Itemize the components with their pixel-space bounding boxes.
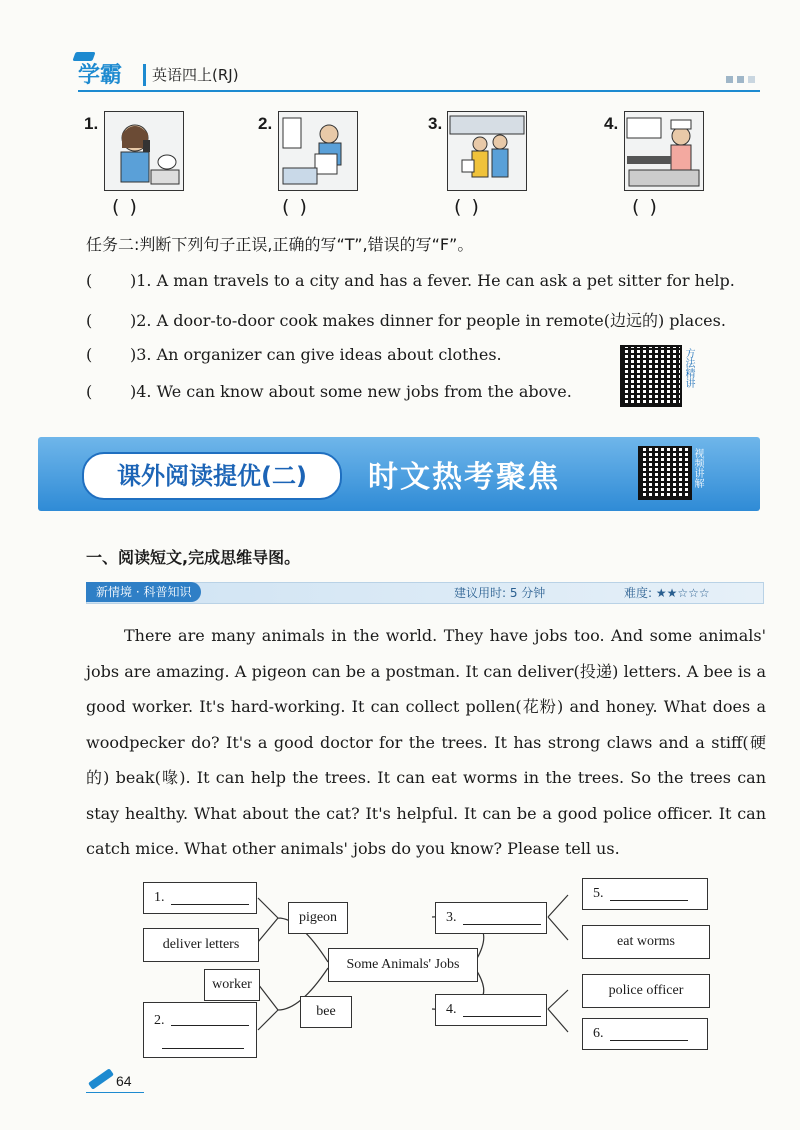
answer-line [171, 892, 249, 905]
answer-line [171, 1013, 249, 1026]
blank-number: 2. [154, 1013, 165, 1028]
blank-number: 3. [446, 910, 457, 925]
difficulty-rating: 难度: ★★☆☆☆ [624, 586, 710, 600]
mindmap-police: police officer [582, 974, 710, 1008]
footer-rule [86, 1092, 144, 1093]
mindmap-blank-3[interactable] [435, 902, 547, 934]
answer-line [162, 1048, 244, 1049]
banner-right-title: 时文热考聚焦 [368, 460, 560, 495]
picture-number: 2. [258, 114, 273, 133]
mindmap-blank-2[interactable] [143, 1002, 257, 1058]
answer-blank[interactable]: ( ) [112, 196, 139, 218]
answer-blank[interactable]: ( ) [454, 196, 481, 218]
blank-number: 1. [154, 890, 165, 905]
mindmap-eat-worms: eat worms [582, 925, 710, 959]
mindmap-deliver: deliver letters [143, 928, 259, 962]
answer-line [463, 912, 541, 925]
picture-number: 1. [84, 114, 99, 133]
context-tag: 新情境 · 科普知识 [86, 582, 201, 602]
answer-paren: ( [86, 311, 93, 330]
section-title: 一、阅读短文,完成思维导图。 [86, 548, 301, 567]
question-text: )1. A man travels to a city and has a fever. He can ask a pet sitter for help. [130, 271, 735, 290]
mindmap-worker: worker [204, 969, 260, 1001]
suggested-time: 建议用时: 5 分钟 [454, 586, 546, 600]
answer-line [463, 1004, 541, 1017]
question-text: )4. We can know about some new jobs from the above. [130, 382, 572, 401]
mindmap-blank-4[interactable] [435, 994, 547, 1026]
answer-paren: ( [86, 345, 93, 364]
answer-paren: ( [86, 271, 93, 290]
qr-label: 方法精讲 [683, 348, 694, 388]
page-number: 64 [116, 1073, 132, 1089]
question-text: )2. A door-to-door cook makes dinner for people in remote(边远的) places. [130, 311, 726, 330]
mindmap-blank-5[interactable] [582, 878, 708, 910]
task2-title: 任务二:判断下列句子正误,正确的写“T”,错误的写“F”。 [86, 235, 474, 254]
answer-blank[interactable]: ( ) [282, 196, 309, 218]
answer-line [610, 1028, 688, 1041]
blank-number: 5. [593, 886, 604, 901]
answer-paren: ( [86, 382, 93, 401]
picture-number: 3. [428, 114, 443, 133]
mindmap-blank-1[interactable] [143, 882, 257, 914]
brand-logo: 学霸 [78, 63, 123, 88]
qr-label: 视频讲解 [692, 448, 703, 488]
mindmap-bee: bee [300, 996, 352, 1028]
question-text: )3. An organizer can give ideas about clothes. [130, 345, 502, 364]
picture-number: 4. [604, 114, 619, 133]
answer-blank[interactable]: ( ) [632, 196, 659, 218]
answer-line [610, 888, 688, 901]
blank-number: 6. [593, 1026, 604, 1041]
mindmap-pigeon: pigeon [288, 902, 348, 934]
banner-left-title: 课外阅读提优(二) [82, 452, 342, 500]
mindmap-blank-6[interactable] [582, 1018, 708, 1050]
book-title: 英语四上(RJ) [152, 66, 239, 84]
reading-passage: There are many animals in the world. They have jobs too. And some animals' jobs are amazing. A pigeon can be a postman. It can deliver(投递) letters. A bee is a good worker. It's hard-working. It can collect pollen(花粉) and honey. What does a woodpecker do? It's a good doctor for the trees. It has strong claws and a stiff(硬的) beak(喙). It can help the trees. It can eat worms in the trees. So the trees can stay healthy. What about the cat? It's helpful. It can be a good police officer. It can catch mice. What other animals' jobs do you know? Please tell us. [86, 626, 766, 858]
mindmap-center: Some Animals' Jobs [328, 948, 478, 982]
blank-number: 4. [446, 1002, 457, 1017]
